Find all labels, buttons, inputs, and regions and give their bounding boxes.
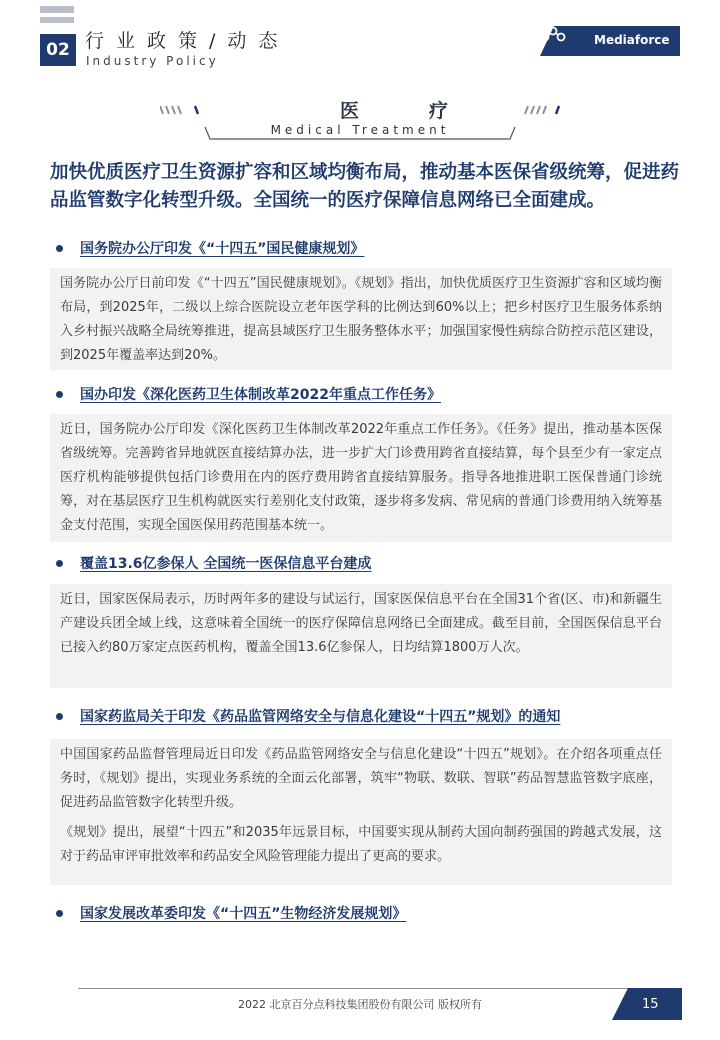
section-banner <box>160 96 560 146</box>
bullet-icon <box>56 391 63 398</box>
page-number: 15 <box>642 997 659 1012</box>
news-item-title[interactable] <box>56 384 441 404</box>
section-subtitle: Industry Policy <box>86 54 219 68</box>
section-number: 02 <box>40 34 76 66</box>
bullet-icon <box>56 245 63 252</box>
news-paragraph: 国务院办公厅日前印发《“十四五”国民健康规划》。《规划》指出，加快优质医疗卫生资源扩容和区域均衡布局，到2025年，二级以上综合医院设立老年医学科的比例达到60%以上；把乡村医疗卫生服务体系纳入乡村振兴战略全局统筹推进，提高县域医疗卫生服务整体水平；加强国家慢性病综合防控示范区建设，到2025年覆盖率达到20%。 <box>60 276 662 363</box>
news-paragraph: 近日，国务院办公厅印发《深化医药卫生体制改革2022年重点工作任务》。《任务》提出，推动基本医保省级统筹。完善跨省异地就医直接结算办法，进一步扩大门诊费用跨省直接结算，每个县至少有一家定点医疗机构能够提供包括门诊费用在内的医疗费用跨省直接结算服务。指导各地推进职工医保普通门诊统筹，对在基层医疗卫生机构就医实行差别化支付政策，逐步将多发病、常见病的普通门诊费用纳入统筹基金支付范围，实现全国医保用药范围基本统一。 <box>60 422 662 533</box>
footer-divider <box>78 988 644 989</box>
news-title-link[interactable]: 覆盖13.6亿参保人 全国统一医保信息平台建成 <box>80 556 372 572</box>
news-paragraph: 近日，国家医保局表示，历时两年多的建设与试运行，国家医保信息平台在全国31个省(区、市)和新疆生产建设兵团全域上线，这意味着全国统一的医疗保障信息网络已全面建成。截至目前，全国医保信息平台已接入约80万家定点医药机构，覆盖全国13.6亿参保人，日均结算1800万人次。 <box>60 592 662 655</box>
page-number-badge <box>612 988 682 1020</box>
footer-copyright: 2022 北京百分点科技集团股份有限公司 版权所有 <box>238 998 482 1011</box>
brand-logo <box>540 26 680 56</box>
molecule-icon <box>540 26 568 42</box>
bullet-icon <box>56 713 63 720</box>
bullet-icon <box>56 910 63 917</box>
bullet-icon <box>56 560 63 567</box>
news-item-title[interactable] <box>56 903 406 923</box>
news-item-body <box>50 584 672 688</box>
brand-name: Mediaforce <box>594 33 670 47</box>
news-item-body <box>50 739 672 885</box>
news-item-body <box>50 414 672 542</box>
news-title-link[interactable]: 国务院办公厅印发《“十四五”国民健康规划》 <box>80 241 365 257</box>
news-title-link[interactable]: 国家药监局关于印发《药品监管网络安全与信息化建设“十四五”规划》的通知 <box>80 709 561 725</box>
headline: 加快优质医疗卫生资源扩容和区域均衡布局，推动基本医保省级统筹，促进药品监管数字化转型升级。全国统一的医疗保障信息网络已全面建成。 <box>50 162 680 211</box>
news-paragraph: 《规划》提出，展望“十四五”和2035年远景目标，中国要实现从制药大国向制药强国的跨越式发展，这对于药品审评审批效率和药品安全风险管理能力提出了更高的要求。 <box>60 825 662 864</box>
news-paragraph: 中国国家药品监督管理局近日印发《药品监管网络安全与信息化建设“十四五”规划》。在介绍各项重点任务时，《规划》提出，实现业务系统的全面云化部署，筑牢“物联、数联、智联”药品智慧监管数字底座，促进药品监管数字化转型升级。 <box>60 747 662 810</box>
news-item-title[interactable] <box>56 706 560 726</box>
section-decoration-bars <box>40 6 74 23</box>
news-item-body <box>50 268 672 370</box>
banner-subtitle: Medical Treatment <box>270 123 450 137</box>
banner-title: 医疗 <box>340 100 519 122</box>
news-item-title[interactable] <box>56 238 364 258</box>
news-title-link[interactable]: 国家发展改革委印发《“十四五”生物经济发展规划》 <box>80 906 407 922</box>
news-item-title[interactable] <box>56 553 371 573</box>
section-title: 行业政策/动态 <box>85 30 290 52</box>
news-title-link[interactable]: 国办印发《深化医药卫生体制改革2022年重点工作任务》 <box>80 387 441 403</box>
